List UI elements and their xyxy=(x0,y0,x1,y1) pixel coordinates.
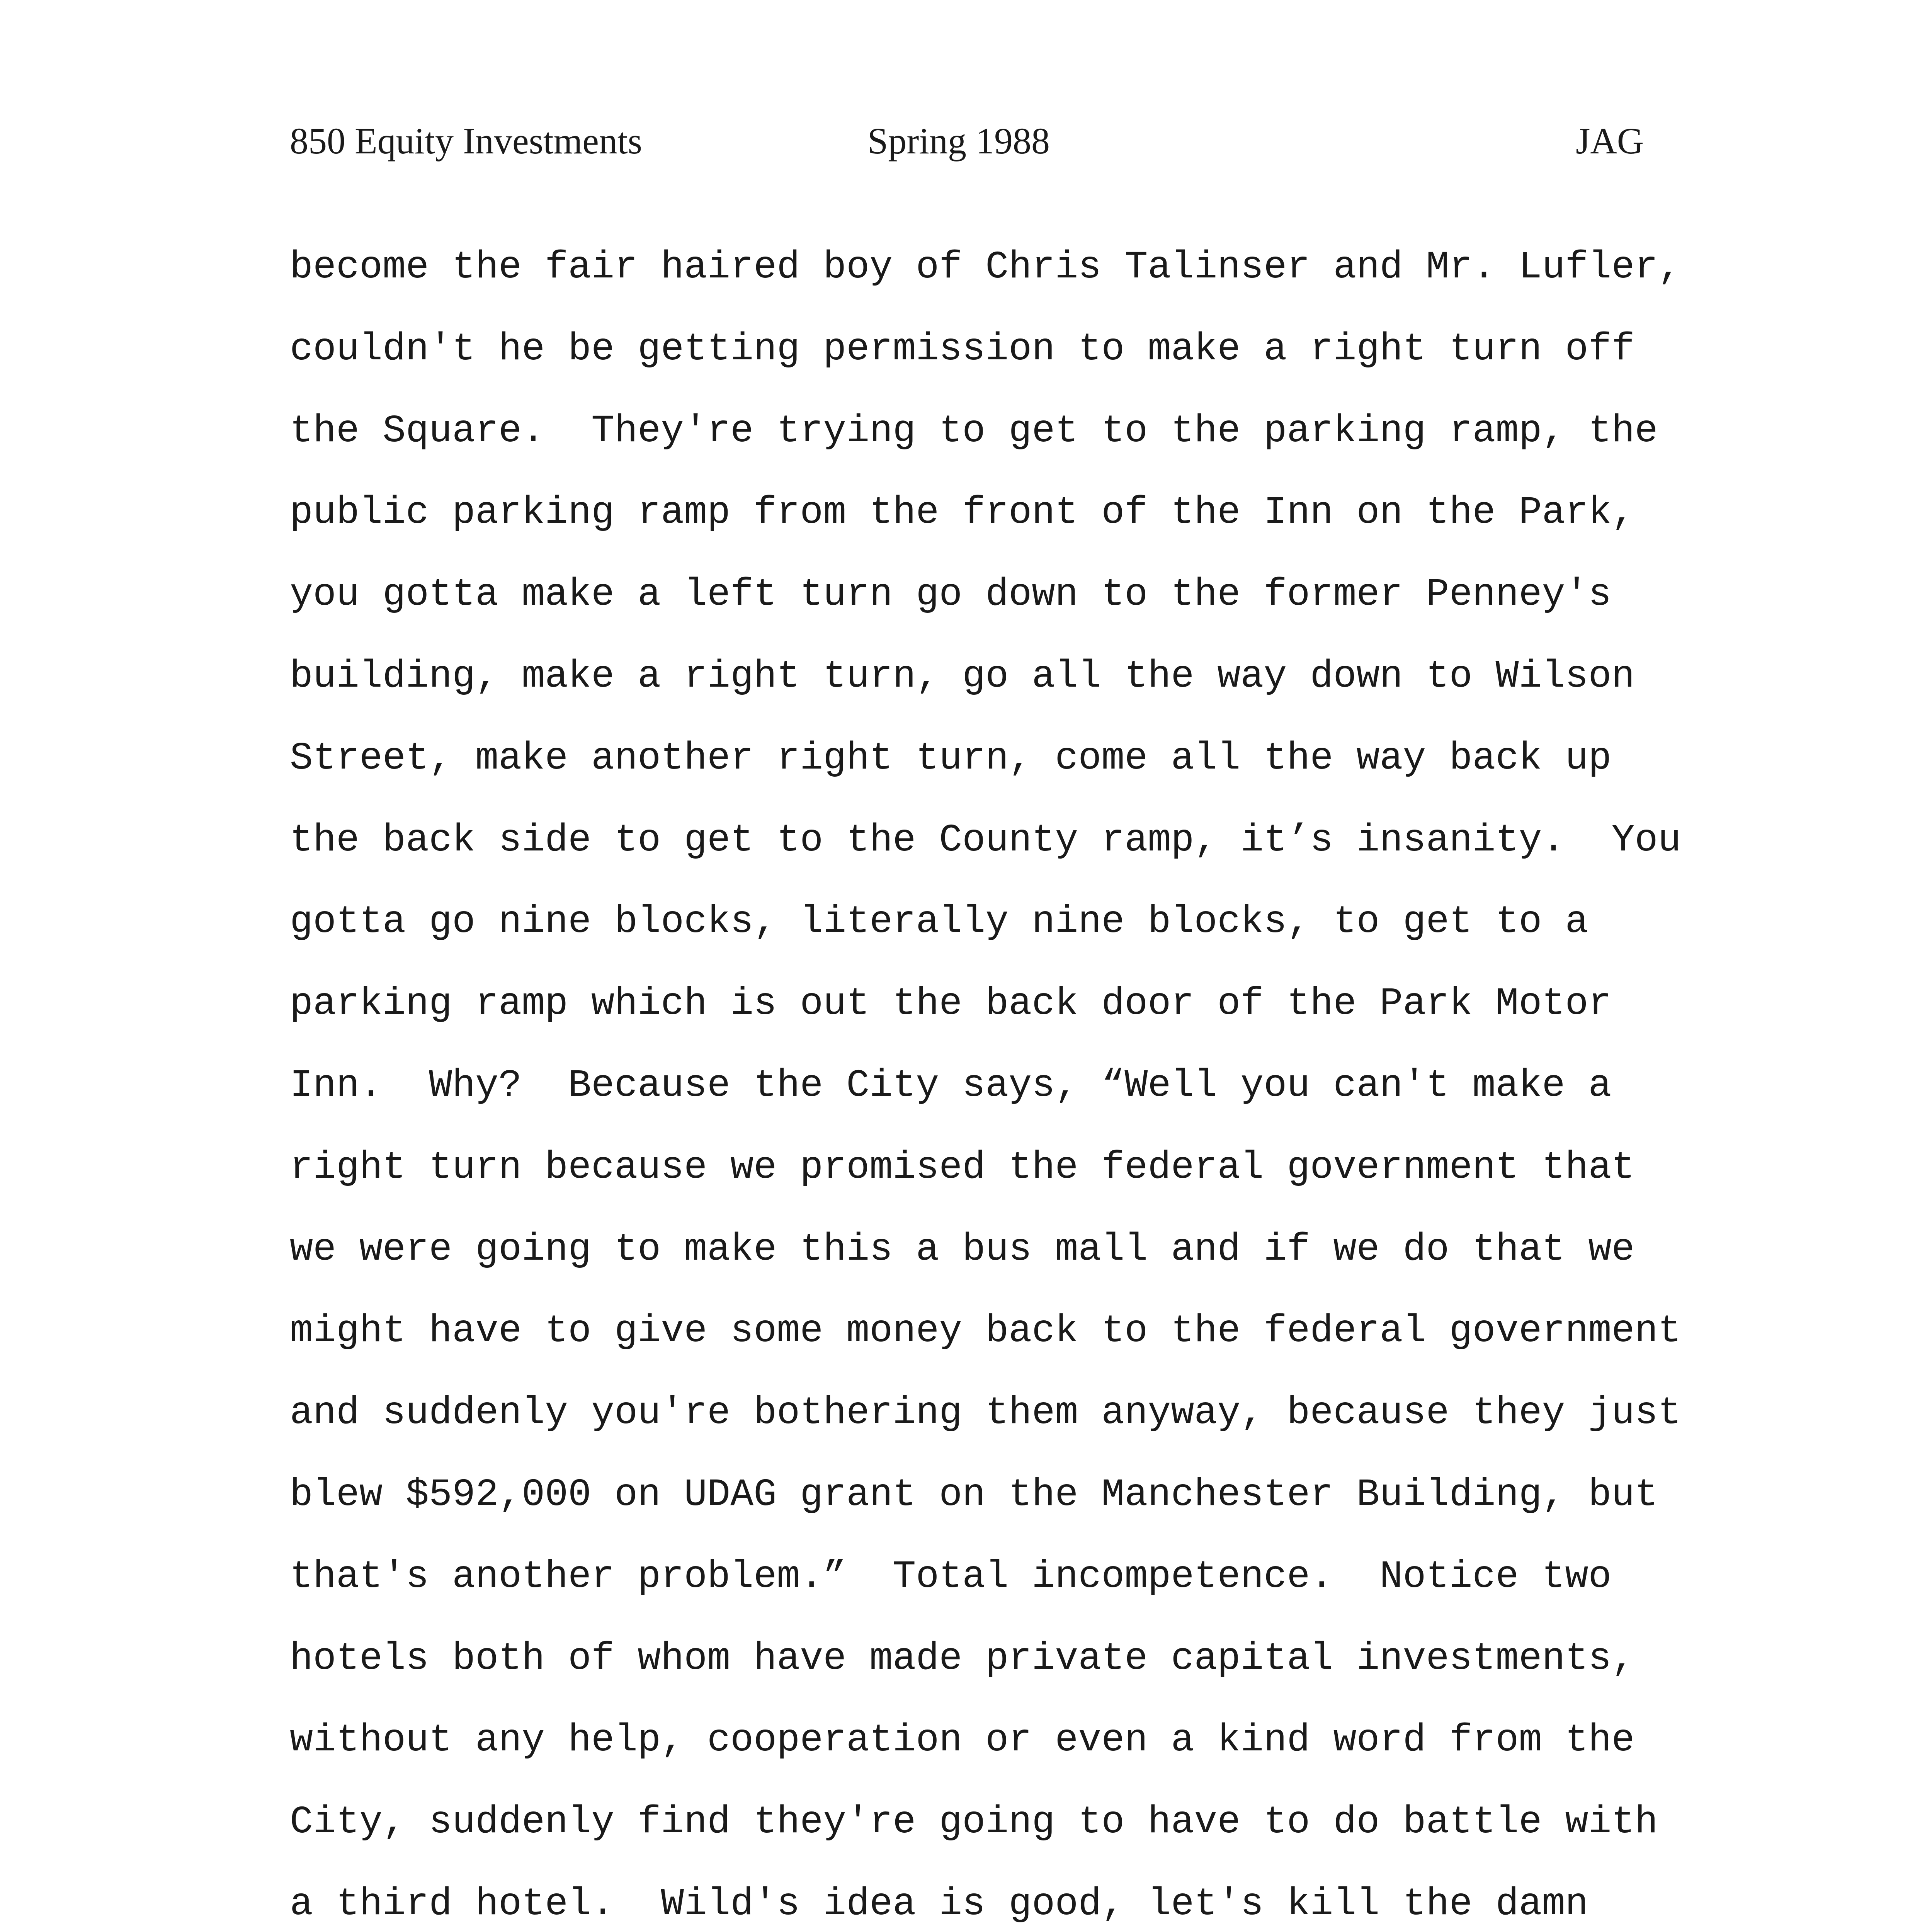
text-line: and suddenly you're bothering them anyway, because they just xyxy=(290,1391,1681,1435)
header-initials: JAG xyxy=(1576,120,1644,162)
text-line: blew $592,000 on UDAG grant on the Manchester Building, but xyxy=(290,1473,1658,1517)
text-line: hotels both of whom have made private capital investments, xyxy=(290,1637,1635,1681)
text-line: become the fair haired boy of Chris Talinser and Mr. Lufler, xyxy=(290,246,1681,289)
text-line: the Square. They're trying to get to the parking ramp, the xyxy=(290,409,1658,453)
text-line: Street, make another right turn, come all the way back up xyxy=(290,736,1612,781)
text-line: parking ramp which is out the back door of the Park Motor xyxy=(290,982,1612,1026)
text-line: City, suddenly find they're going to have to do battle with xyxy=(290,1801,1658,1845)
header-course-title: 850 Equity Investments xyxy=(290,120,642,162)
text-line: that's another problem.” Total incompetence. Notice two xyxy=(290,1555,1612,1599)
text-line: might have to give some money back to the federal government xyxy=(290,1310,1681,1354)
text-line: public parking ramp from the front of the Inn on the Park, xyxy=(290,491,1635,535)
text-line: couldn't he be getting permission to make a right turn off xyxy=(290,327,1635,371)
text-line: we were going to make this a bus mall and if we do that we xyxy=(290,1228,1635,1272)
text-line: the back side to get to the County ramp, it’s insanity. You xyxy=(290,818,1681,862)
text-line: gotta go nine blocks, literally nine blocks, to get to a xyxy=(290,900,1588,944)
text-line: without any help, cooperation or even a kind word from the xyxy=(290,1719,1635,1763)
transcript-body xyxy=(290,227,1913,1932)
header-term: Spring 1988 xyxy=(867,120,1050,162)
page-header xyxy=(0,116,1932,166)
text-line: building, make a right turn, go all the way down to Wilson xyxy=(290,655,1635,699)
text-line: Inn. Why? Because the City says, “Well you can't make a xyxy=(290,1064,1612,1108)
text-line: a third hotel. Wild's idea is good, let's kill the damn xyxy=(290,1882,1588,1926)
text-line: you gotta make a left turn go down to the former Penney's xyxy=(290,573,1612,617)
text-line: right turn because we promised the federal government that xyxy=(290,1146,1635,1190)
